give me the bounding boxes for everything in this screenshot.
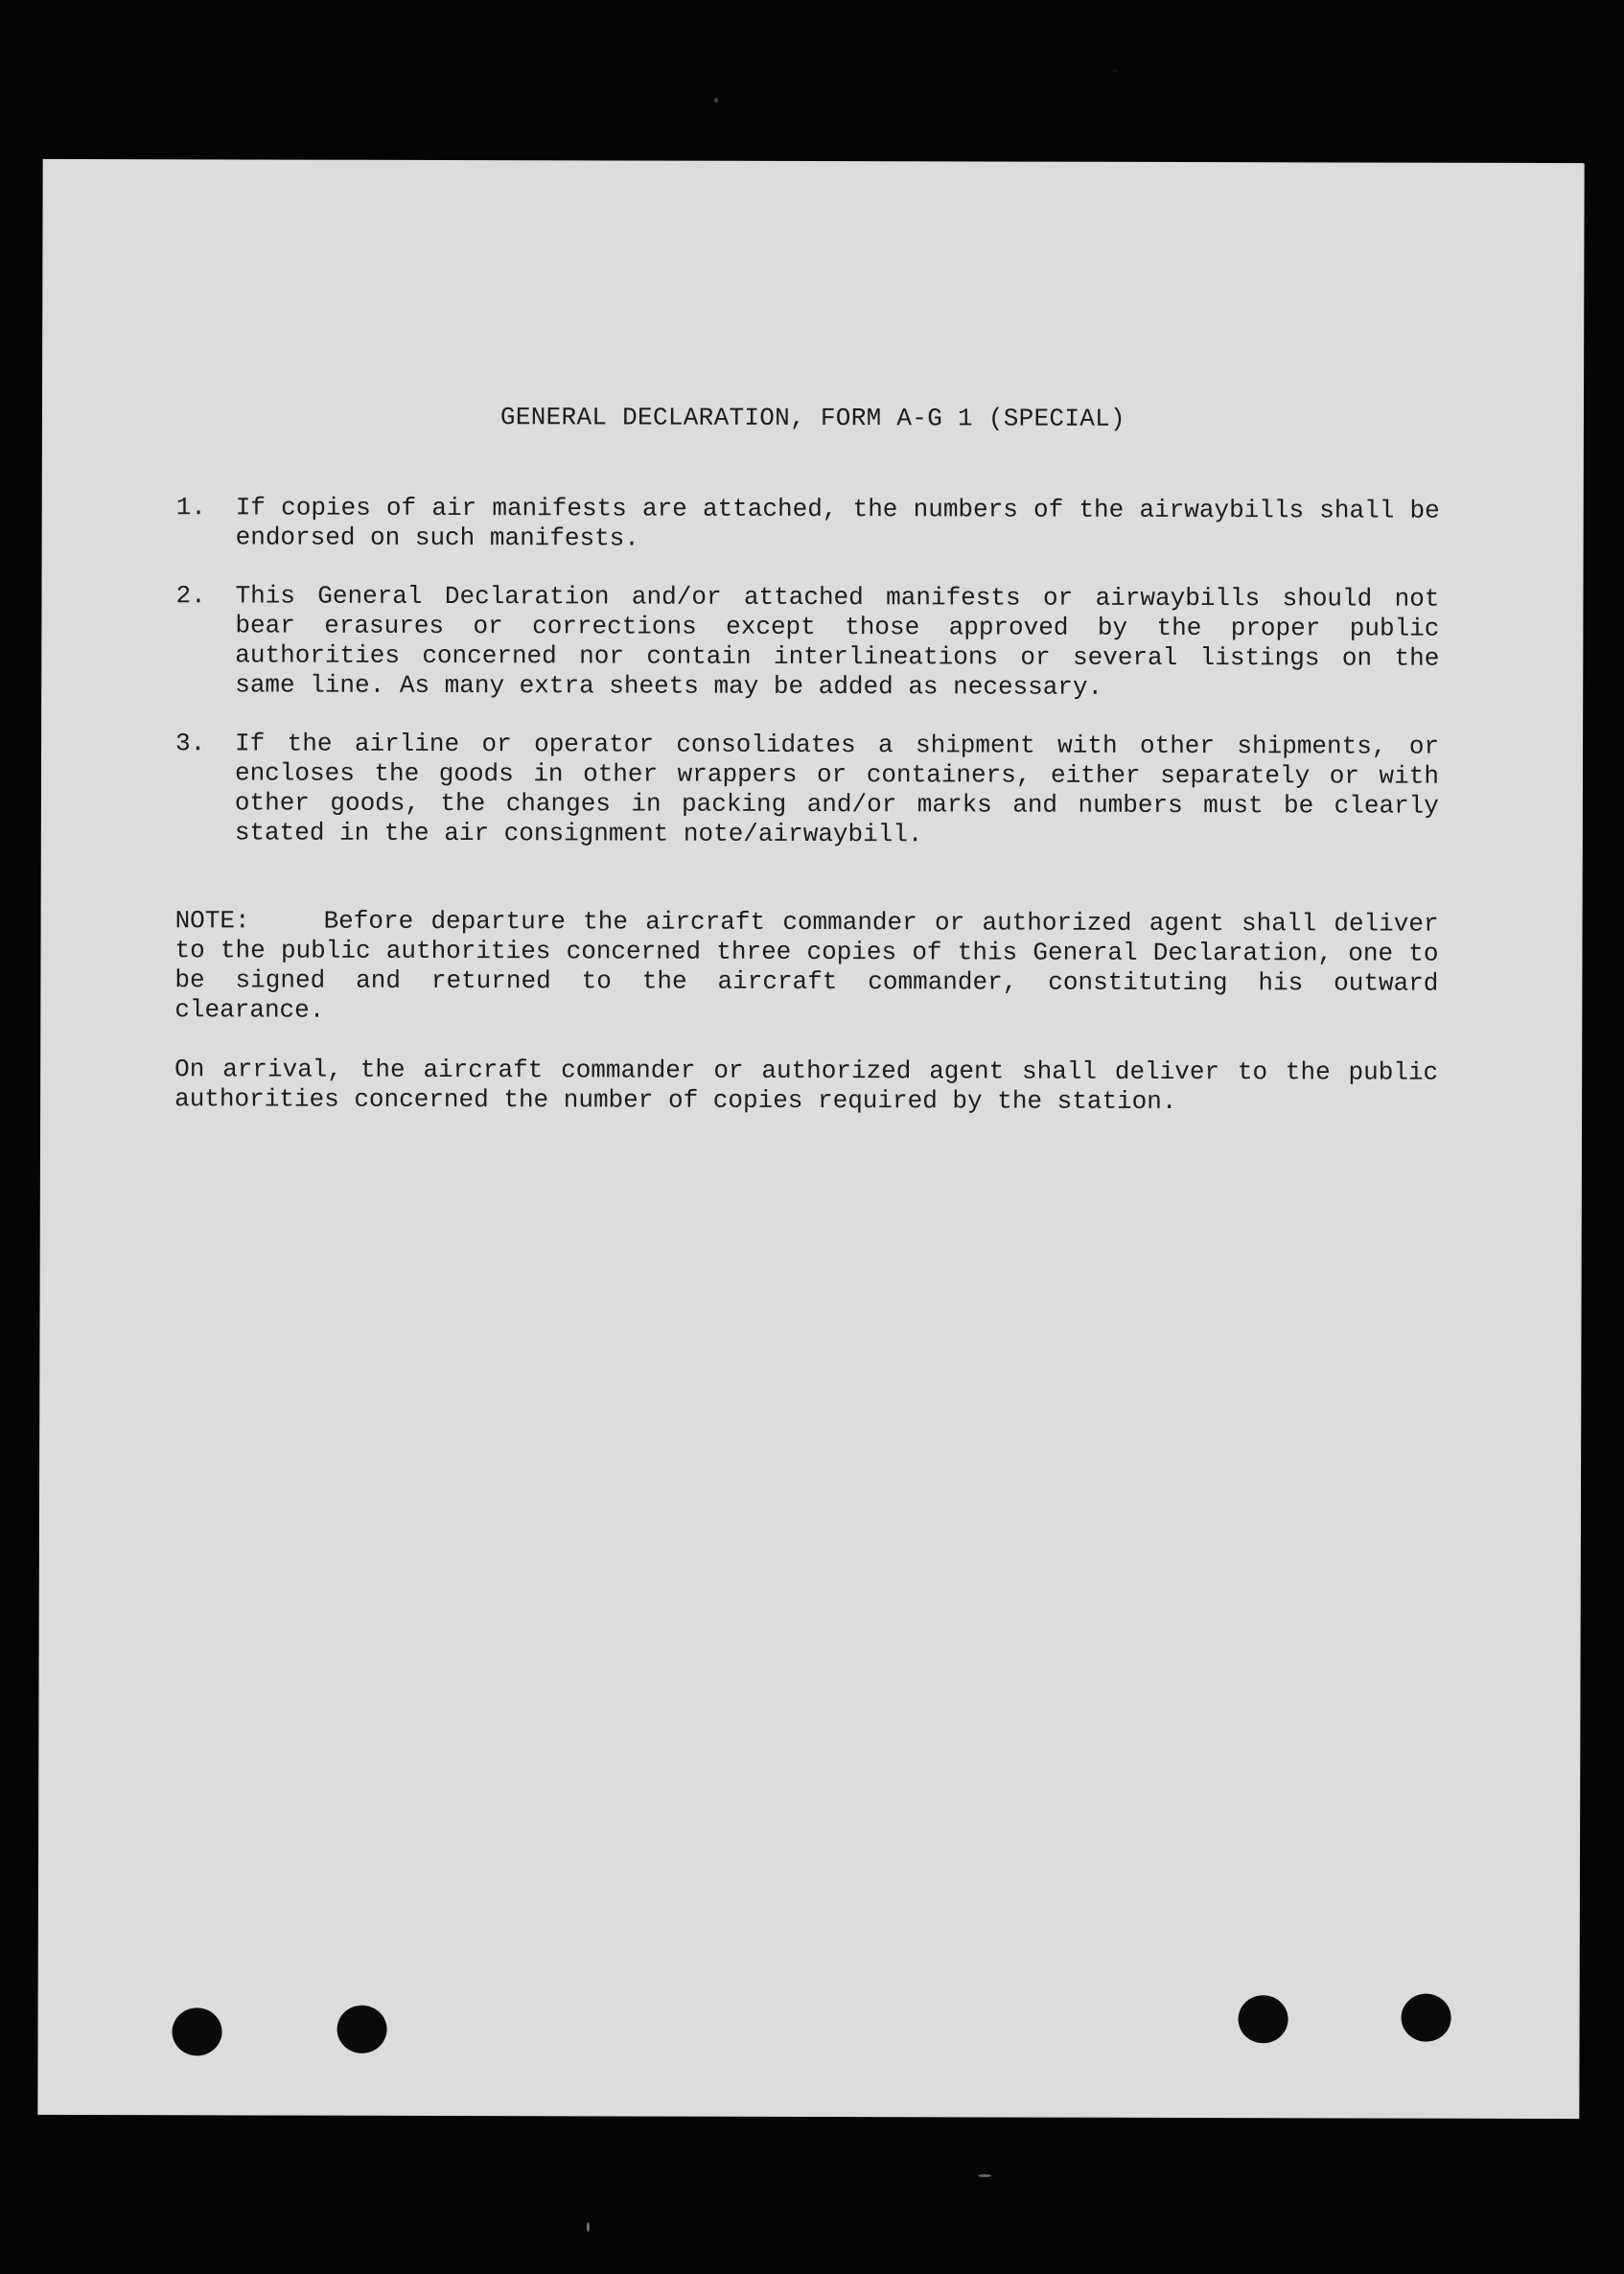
document-page: [37, 159, 1584, 2119]
punch-hole: [337, 2006, 387, 2054]
item-text: This General Declaration and/or attached manifests or airwaybills should not bear erasures or corrections except those approved by the proper public authorities concerned nor contain interlineations or several listings on the same line. As many extra sheets may be added as necessary.: [235, 581, 1440, 702]
scan-speck: [587, 2222, 590, 2232]
item-number: 3.: [175, 729, 206, 758]
scan-speck: [714, 98, 718, 103]
note-text: Before departure the aircraft commander or authorized agent shall deliver to the public authorities concerned three copies of this General Declaration, one to be signed and returned to the aircraft commander, constituting his outward clearance.: [174, 906, 1439, 1025]
note-paragraph: [174, 906, 1438, 1028]
document-title: GENERAL DECLARATION, FORM A-G 1 (SPECIAL): [499, 403, 1126, 433]
scan-speck: [1112, 69, 1118, 72]
punch-hole: [1239, 1995, 1288, 2043]
item-number: 1.: [175, 493, 206, 522]
punch-hole: [172, 2007, 221, 2055]
item-text: If the airline or operator consolidates a shipment with other shipments, or encloses the goods in other wrappers or containers, either separately or with other goods, the changes in packing and/or marks and numbers must be clearly stated in the air consignment note/airwaybill.: [234, 729, 1440, 849]
list-item: [175, 729, 1439, 850]
scan-speck: [978, 2174, 991, 2177]
list-item: [175, 581, 1439, 703]
note-label: NOTE:: [174, 906, 250, 936]
punch-hole: [1402, 1994, 1451, 2042]
list-item: [176, 493, 1440, 555]
document-body: [174, 493, 1440, 1117]
item-text: If copies of air manifests are attached, the numbers of the airwaybills shall be endorsed on such manifests.: [235, 493, 1440, 553]
item-number: 2.: [175, 581, 206, 611]
arrival-paragraph: On arrival, the aircraft commander or authorized agent shall deliver to the public authorities concerned the number of copies required by the station.: [174, 1055, 1439, 1116]
